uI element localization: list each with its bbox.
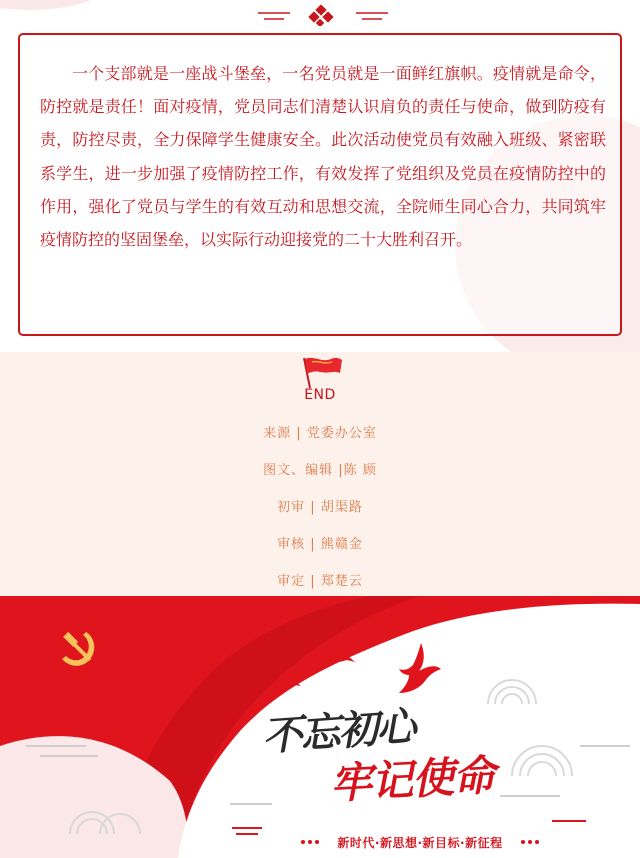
slogan-line-1: 不忘初心 bbox=[260, 702, 416, 761]
dove-icon bbox=[395, 641, 443, 699]
article-paragraph: 一个支部就是一座战斗堡垒，一名党员就是一面鲜红旗帜。疫情就是命令，防控就是责任！面对疫情，党员同志们清楚认识肩负的责任与使命，做到防疫有责，防控尽责，全力保障学生健康安全。此次活动使党员有效融入班级、紧密联系学生，进一步加强了疫情防控工作，有效发挥了党组织及党员在疫情防控中的作用，强化了党员与学生的有效互动和思想交流，全院师生同心合力，共同筑牢疫情防控的坚固堡垒，以实际行动迎接党的二十大胜利召开。 bbox=[40, 64, 606, 250]
diamond-divider-icon bbox=[0, 4, 640, 26]
credit-source: 来源 | 党委办公室 bbox=[263, 426, 377, 441]
slogan-line-2: 牢记使命 bbox=[328, 750, 496, 809]
slogan-banner bbox=[0, 596, 640, 858]
hammer-sickle-icon bbox=[56, 626, 102, 672]
credit-editor: 图文、编辑 |陈 顾 bbox=[263, 463, 377, 478]
tagline-dots-right bbox=[520, 839, 540, 845]
end-label: END bbox=[304, 387, 336, 403]
slogan-tagline: 新时代·新思想·新目标·新征程 bbox=[337, 836, 503, 850]
credit-approval: 审定 | 郑楚云 bbox=[277, 574, 363, 589]
article-section bbox=[0, 0, 640, 352]
red-flag-icon bbox=[298, 354, 344, 390]
article-content-box bbox=[18, 33, 622, 336]
credits-section bbox=[0, 352, 640, 596]
credit-review: 审核 | 熊赣金 bbox=[277, 537, 363, 552]
credit-first-review: 初审 | 胡渠路 bbox=[277, 500, 363, 515]
